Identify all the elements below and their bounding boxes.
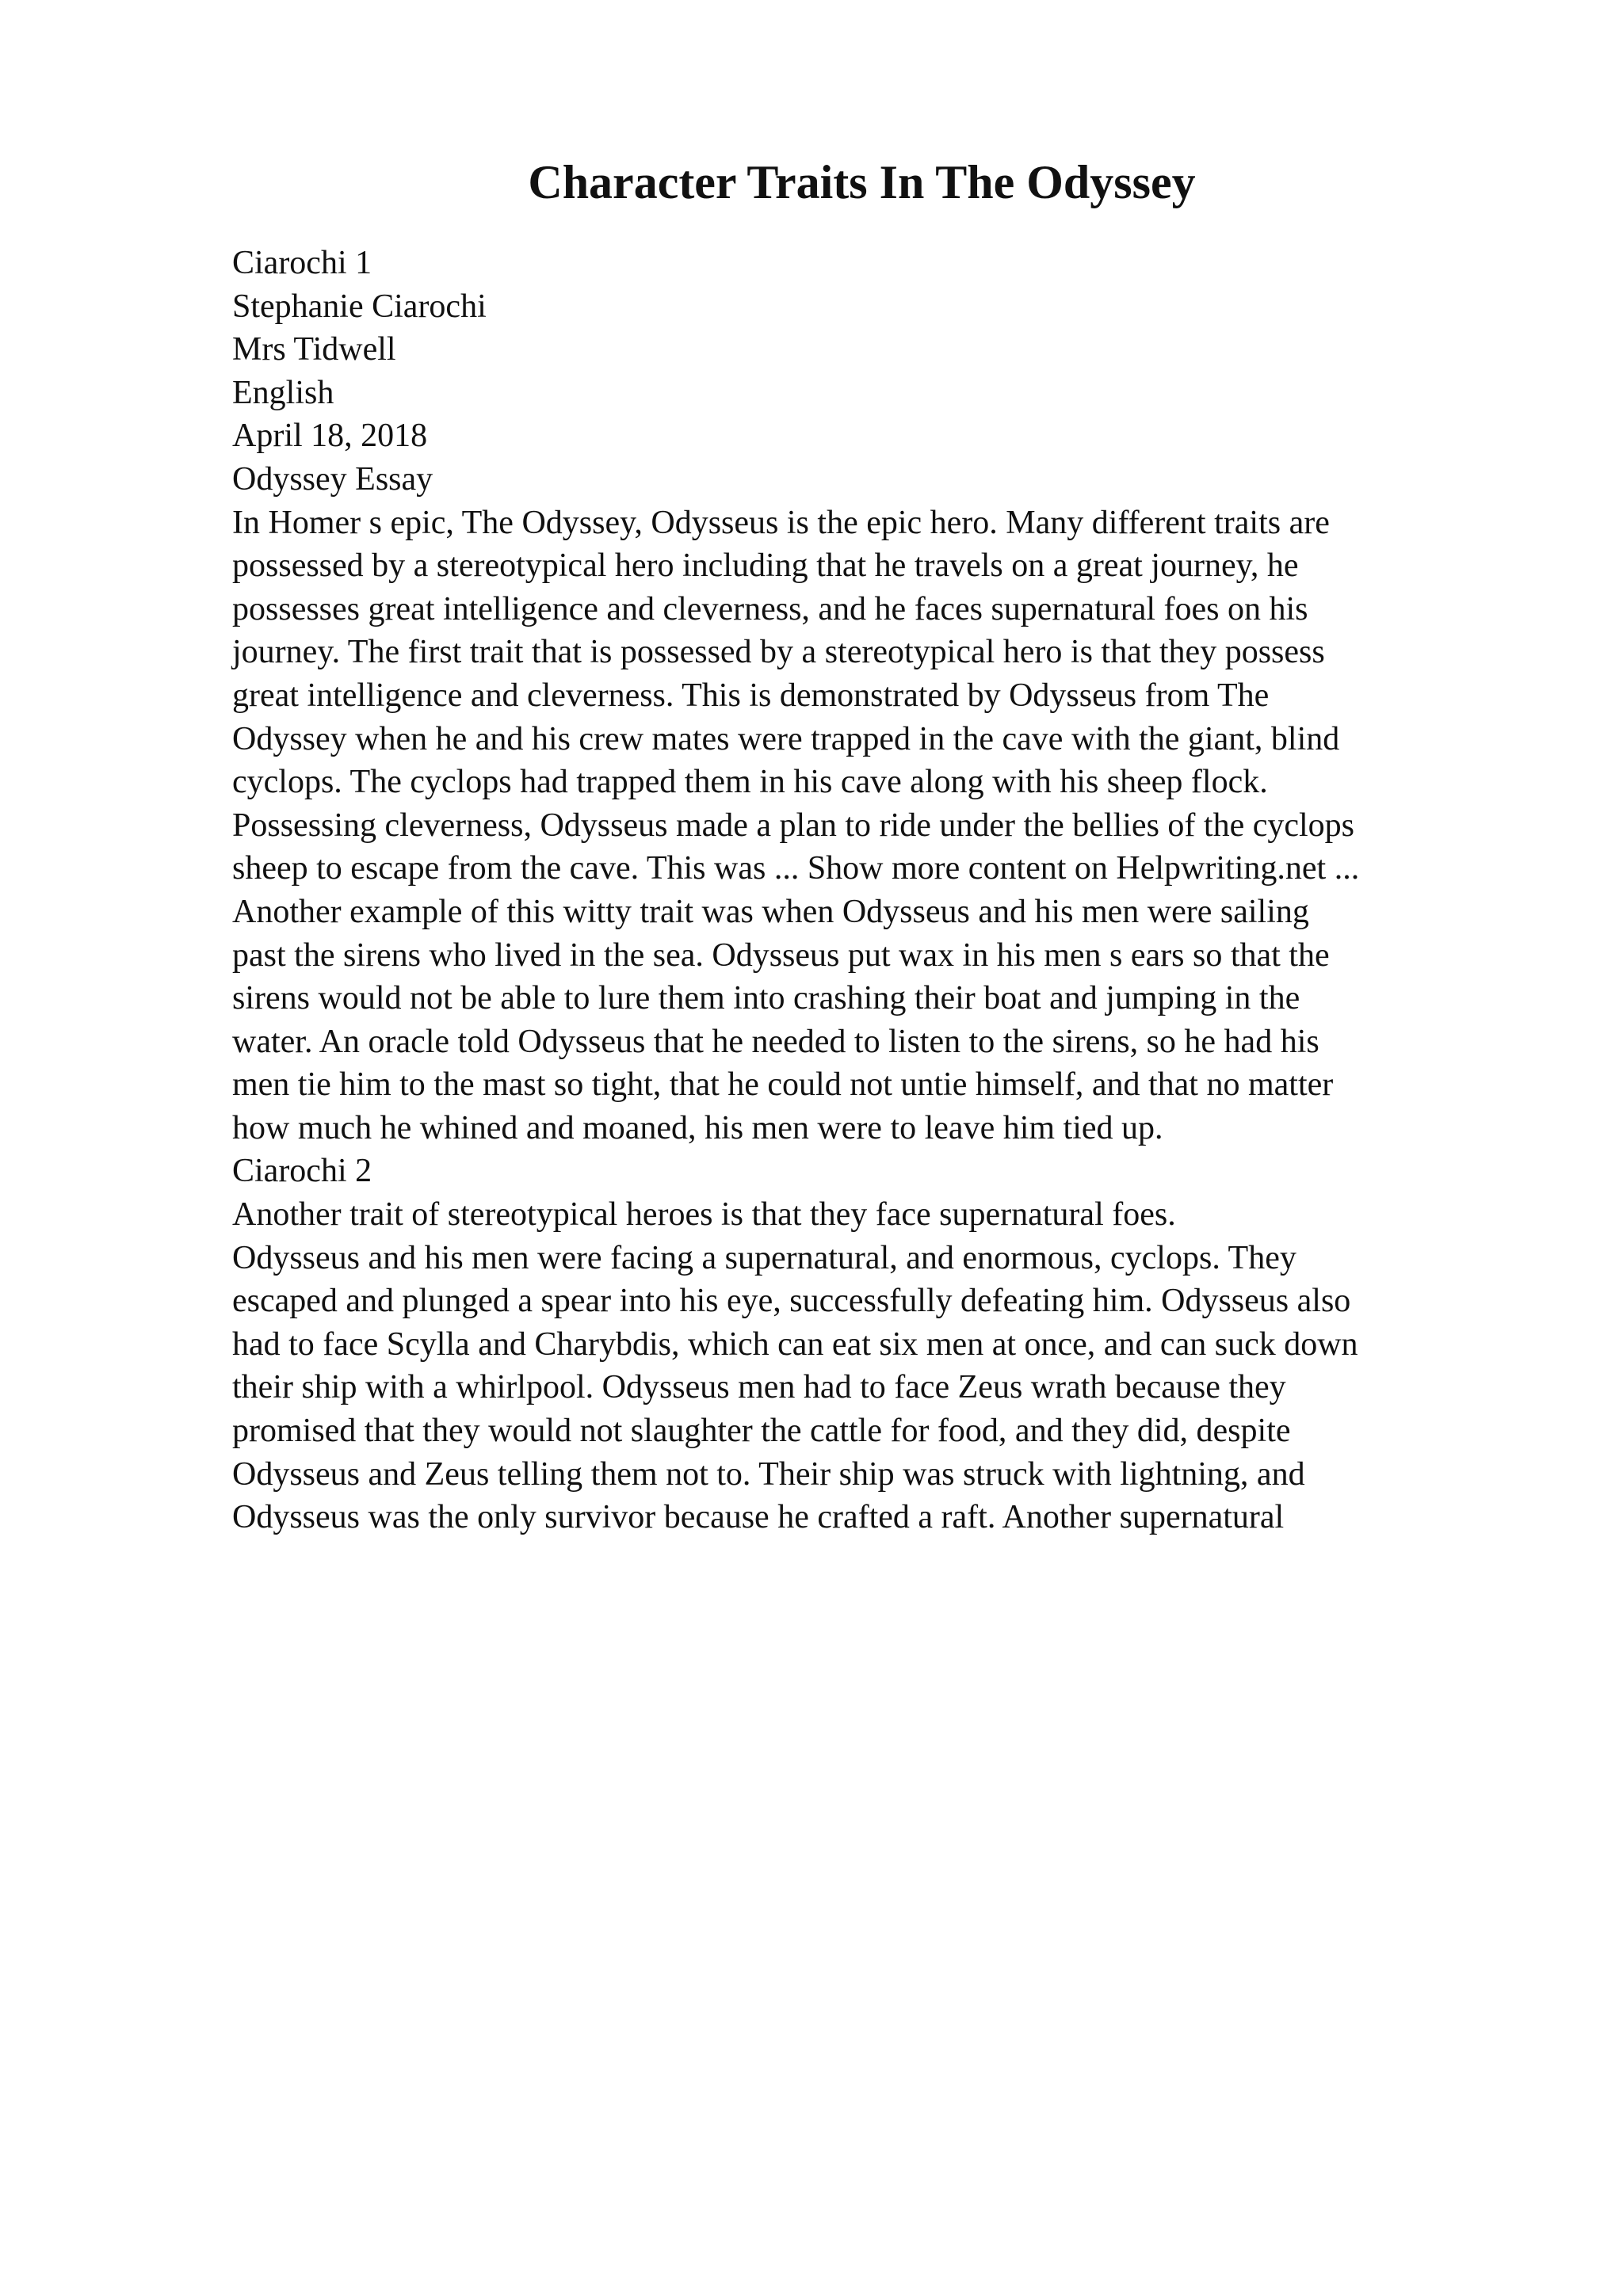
text-line: cyclops. The cyclops had trapped them in his cave along with his sheep flock. <box>232 764 1268 801</box>
text-line: Another trait of stereotypical heroes is that they face supernatural foes. <box>232 1196 1176 1234</box>
text-line: possesses great intelligence and cleverness, and he faces supernatural foes on his <box>232 590 1308 627</box>
text-line: men tie him to the mast so tight, that he could not untie himself, and that no matter <box>232 1066 1334 1104</box>
text-line: Odyssey when he and his crew mates were trapped in the cave with the giant, blind <box>232 720 1340 757</box>
text-line: had to face Scylla and Charybdis, which can eat six men at once, and can suck down <box>232 1325 1358 1363</box>
page-number-label-2: Ciarochi 2 <box>232 1153 372 1190</box>
document-body <box>232 242 1579 1539</box>
page-number-label: Ciarochi 1 <box>232 245 372 281</box>
text-line: Odysseus and his men were facing a supernatural, and enormous, cyclops. They <box>232 1239 1296 1276</box>
essay-header-block <box>232 242 1579 502</box>
text-line: Possessing cleverness, Odysseus made a plan to ride under the bellies of the cyclops <box>232 807 1355 844</box>
text-line: sheep to escape from the cave. This was ... Show more content on Helpwriting.net ... <box>232 850 1360 887</box>
paragraph-1 <box>232 502 1579 1150</box>
text-line: their ship with a whirlpool. Odysseus men had to face Zeus wrath because they <box>232 1369 1286 1406</box>
paragraph-2 <box>232 1193 1579 1539</box>
author-name: Stephanie Ciarochi <box>232 288 487 325</box>
document-title: Character Traits In The Odyssey <box>528 156 1196 208</box>
teacher-name: Mrs Tidwell <box>232 331 396 368</box>
course-name: English <box>232 374 334 411</box>
text-line: Odysseus was the only survivor because he crafted a raft. Another supernatural <box>232 1499 1285 1536</box>
text-line: In Homer s epic, The Odyssey, Odysseus is the epic hero. Many different traits are <box>232 504 1330 541</box>
text-line: Odysseus and Zeus telling them not to. Their ship was struck with lightning, and <box>232 1455 1305 1493</box>
text-line: escaped and plunged a spear into his eye, successfully defeating him. Odysseus also <box>232 1283 1351 1320</box>
text-line: Another example of this witty trait was when Odysseus and his men were sailing <box>232 893 1309 930</box>
text-line: past the sirens who lived in the sea. Odysseus put wax in his men s ears so that the <box>232 936 1330 974</box>
essay-date: April 18, 2018 <box>232 418 428 455</box>
text-line: water. An oracle told Odysseus that he needed to listen to the sirens, so he had his <box>232 1023 1319 1060</box>
text-line: sirens would not be able to lure them into crashing their boat and jumping in the <box>232 980 1300 1017</box>
text-line: journey. The first trait that is possessed by a stereotypical hero is that they possess <box>232 634 1325 671</box>
text-line: how much he whined and moaned, his men were to leave him tied up. <box>232 1109 1163 1146</box>
text-line: great intelligence and cleverness. This is demonstrated by Odysseus from The <box>232 677 1270 714</box>
essay-subject: Odyssey Essay <box>232 460 433 498</box>
text-line: possessed by a stereotypical hero including that he travels on a great journey, he <box>232 547 1299 585</box>
text-line: promised that they would not slaughter the cattle for food, and they did, despite <box>232 1413 1291 1450</box>
